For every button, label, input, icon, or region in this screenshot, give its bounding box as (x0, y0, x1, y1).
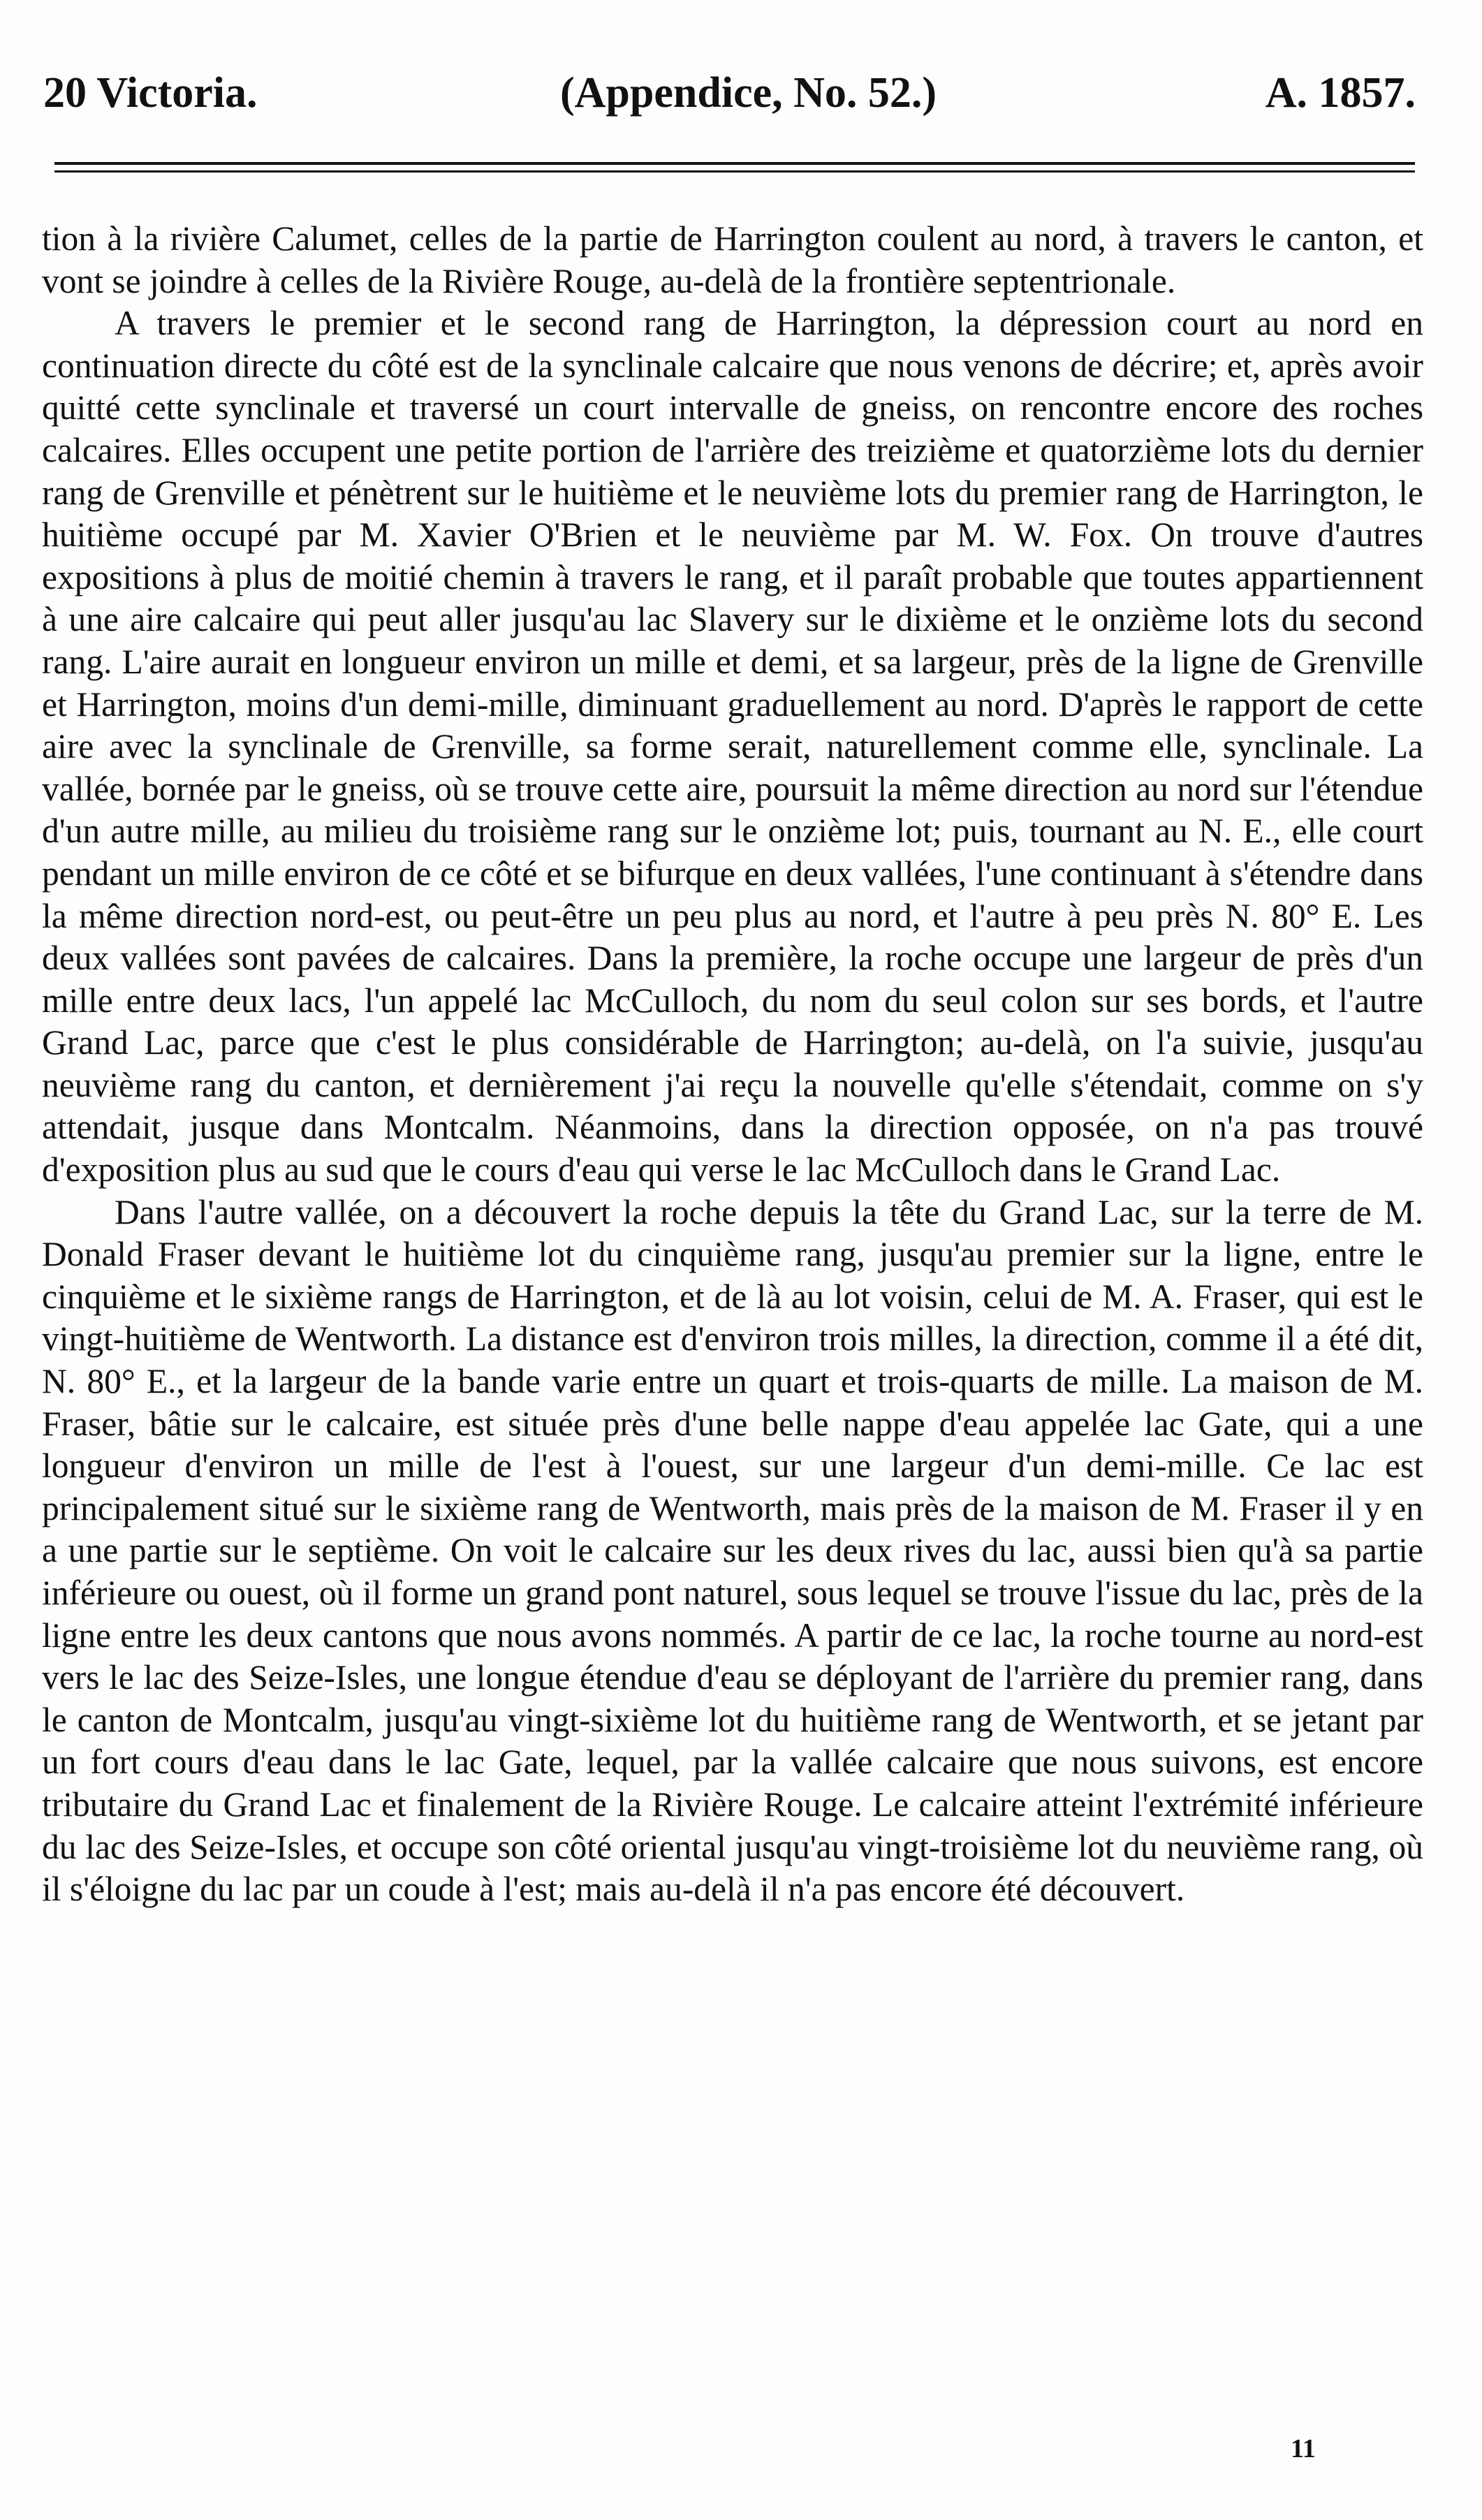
paragraph-harrington-depression: A travers le premier et le second rang de Harrington, la dépression court au nord en continuation directe du côté est de la synclinale calcaire que nous venons de décrire; et, après avoir quitté cette synclinale et traversé un court intervalle de gneiss, on rencontre encore des roches calcaires. Elles occupent une petite portion de l'arrière des treizième et quatorzième lots du dernier rang de Grenville et pénètrent sur le huitième et le neuvième lots du premier rang de Harrington, le huitième occupé par M. Xavier O'Brien et le neuvième par M. W. Fox. On trouve d'autres expositions à plus de moitié chemin à travers le rang, et il paraît probable que toutes appartiennent à une aire calcaire qui peut aller jusqu'au lac Slavery sur le dixième et le onzième lots du second rang. L'aire aurait en longueur environ un mille et demi, et sa largeur, près de la ligne de Grenville et Harrington, moins d'un demi-mille, diminuant graduellement au nord. D'après le rapport de cette aire avec la synclinale de Grenville, sa forme serait, naturellement comme elle, synclinale. La vallée, bornée par le gneiss, où se trouve cette aire, poursuit la même direction au nord sur l'étendue d'un autre mille, au milieu du troisième rang sur le onzième lot; puis, tournant au N. E., elle court pendant un mille environ de ce côté et se bifurque en deux vallées, l'une continuant à s'étendre dans la même direction nord-est, ou peut-être un peu plus au nord, et l'autre à peu près N. 80° E. Les deux vallées sont pavées de calcaires. Dans la première, la roche occupe une largeur de près d'un mille entre deux lacs, l'un appelé lac McCulloch, du nom du seul colon sur ses bords, et l'autre Grand Lac, parce que c'est le plus considérable de Harrington; au-delà, on l'a suivie, jusqu'au neuvième rang du canton, et dernièrement j'ai reçu la nouvelle qu'elle s'étendait, comme on s'y attendait, jusque dans Montcalm. Néanmoins, dans la direction opposée, on n'a pas trouvé d'exposition plus au sud que le cours d'eau qui verse le lac McCulloch dans le Grand Lac. (42, 304, 1423, 1189)
header-session: 20 Victoria. (43, 69, 258, 117)
paragraph-continuation: tion à la rivière Calumet, celles de la partie de Harrington coulent au nord, à travers le canton, et vont se joindre à celles de la Rivière Rouge, au-delà de la frontière septentrionale. (42, 219, 1423, 300)
header-rule-bottom (54, 170, 1415, 173)
paragraph-other-valley: Dans l'autre vallée, on a découvert la roche depuis la tête du Grand Lac, sur la terre de M. Donald Fraser devant le huitième lot du cinquième rang, jusqu'au premier sur la ligne, entre le cinquième et le sixième rangs de Harrington, et de là au lot voisin, celui de M. A. Fraser, qui est le vingt-huitième de Wentworth. La distance est d'environ trois milles, la direction, comme il a été dit, N. 80° E., et la largeur de la bande varie entre un quart et trois-quarts de mille. La maison de M. Fraser, bâtie sur le calcaire, est située près d'une belle nappe d'eau appelée lac Gate, qui a une longueur d'environ un mille de l'est à l'ouest, sur une largeur d'un demi-mille. Ce lac est principalement situé sur le sixième rang de Wentworth, mais près de la maison de M. Fraser il y en a une partie sur le septième. On voit le calcaire sur les deux rives du lac, aussi bien qu'à sa partie inférieure ou ouest, où il forme un grand pont naturel, sous lequel se trouve l'issue du lac, près de la ligne entre les deux cantons que nous avons nommés. A partir de ce lac, la roche tourne au nord-est vers le lac des Seize-Isles, une longue étendue d'eau se déployant de l'arrière du premier rang, dans le canton de Montcalm, jusqu'au vingt-sixième lot du huitième rang de Wentworth, et se jetant par un fort cours d'eau dans le lac Gate, lequel, par la vallée calcaire que nous suivons, est encore tributaire du Grand Lac et finalement de la Rivière Rouge. Le calcaire atteint l'extrémité inférieure du lac des Seize-Isles, et occupe son côté oriental jusqu'au vingt-troisième lot du neuvième rang, où il s'éloigne du lac par un coude à l'est; mais au-delà il n'a pas encore été découvert. (42, 1192, 1423, 1909)
page-number: 11 (1291, 2434, 1316, 2463)
header-year: A. 1857. (1265, 69, 1416, 117)
header-rule-top (54, 162, 1415, 165)
page-header (43, 61, 1416, 124)
header-appendix: (Appendice, No. 52.) (560, 69, 937, 117)
body-text (42, 218, 1423, 1911)
